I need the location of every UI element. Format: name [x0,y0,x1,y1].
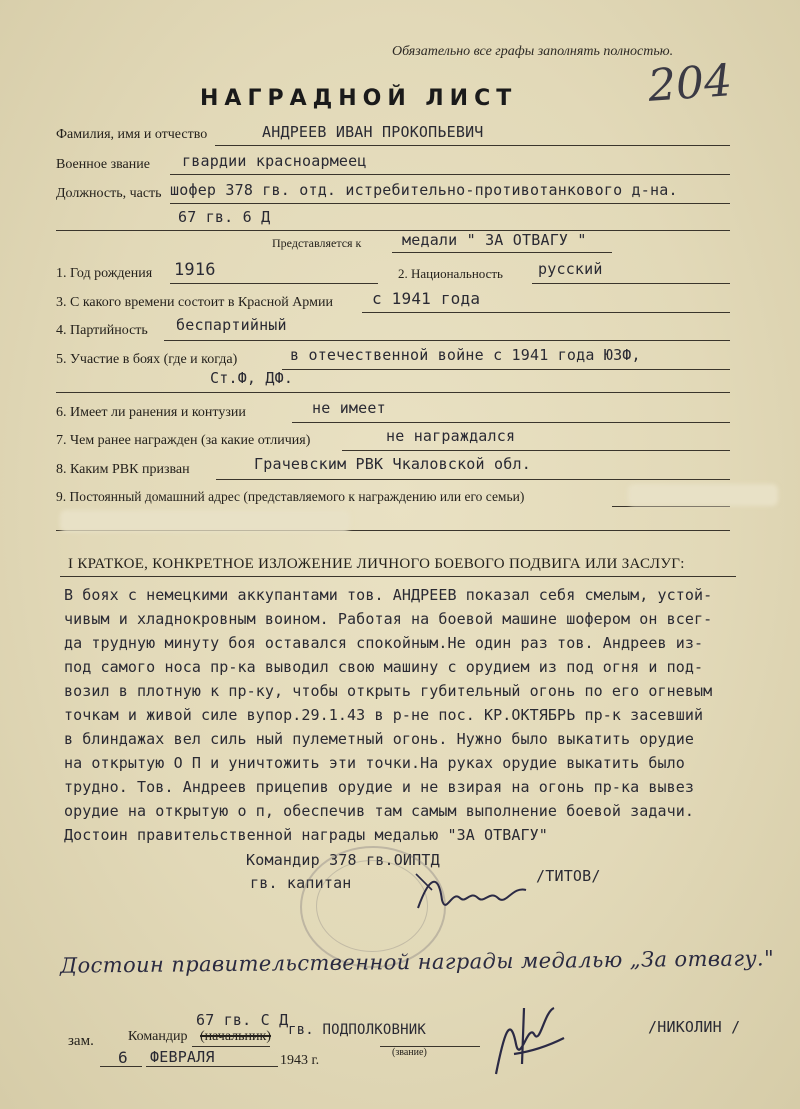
birth-year-label: 1. Год рождения [56,266,153,281]
prior-awards-underline [342,450,730,451]
battles-underline-2 [56,392,730,393]
feat-line: чивым и хладнокровным воином. Работая на боевой машине шофером он всег- [64,610,713,628]
nationality-underline [532,283,730,284]
army-since-value: с 1941 года [372,289,481,308]
date-day-value: 6 [118,1048,128,1067]
wounds-underline [292,422,730,423]
feat-heading-rule [60,576,736,577]
feat-line: возил в плотную к пр-ку, чтобы открыть губительный огонь по его огневым [64,682,713,700]
commander-name: /ТИТОВ/ [536,867,601,885]
rvk-value: Грачевским РВК Чкаловской обл. [254,455,531,473]
bottom-unit-value: 67 гв. С Д [196,1011,289,1029]
commander-rank: гв. капитан [250,874,352,892]
nationality-label: 2. Национальность [398,266,503,281]
wounds-value: не имеет [312,399,386,417]
wounds-label: 6. Имеет ли ранения и контузии [56,405,246,420]
address-underline-1 [612,506,730,507]
position-value-line-1: шофер 378 гв. отд. истребительно-противотанкового д-на. [170,181,678,199]
prior-awards-label: 7. Чем ранее награжден (за какие отличия) [56,433,311,448]
army-since-label: 3. С какого времени состоит в Красной Армии [56,295,333,310]
feat-line: трудно. Тов. Андреев прицепив орудие и не взирая на огонь пр-ка вывез [64,778,695,796]
rank-value: гвардии красноармеец [182,152,367,170]
feat-line: в блиндажах вел силь ный пулеметный огонь. Нужно было выкатить орудие [64,730,695,748]
rvk-label: 8. Каким РВК призван [56,462,190,477]
bottom-rank-value: гв. ПОДПОЛКОВНИК [288,1022,427,1038]
position-underline-2 [56,230,730,231]
feat-line: орудие на открытую о п, обеспечив там самым выполнение боевой задачи. [64,802,695,820]
feat-line: под самого носа пр-ка выводил свою машину с орудием из под огня и под- [64,658,704,676]
party-value: беспартийный [176,316,287,334]
zam-label: зам. [68,1033,94,1049]
rank-caption: (звание) [392,1047,427,1058]
feat-heading: I КРАТКОЕ, КОНКРЕТНОЕ ИЗЛОЖЕНИЕ ЛИЧНОГО БОЕВОГО ПОДВИГА ИЛИ ЗАСЛУГ: [68,556,685,572]
bottom-name-value: /НИКОЛИН / [648,1018,741,1036]
rvk-underline [216,479,730,480]
document-title: НАГРАДНОЙ ЛИСТ [200,86,518,111]
position-label: Должность, часть [56,186,162,201]
position-value-line-2: 67 гв. 6 Д [178,208,271,226]
position-underline-1 [170,203,730,204]
prior-awards-value: не награждался [386,427,516,445]
award-underline [392,252,612,253]
address-label: 9. Постоянный домашний адрес (представляемого к награждению или его семьи) [56,489,525,504]
address-redaction-2 [60,510,350,532]
bottom-commander-label: Командир [128,1029,188,1044]
army-since-underline [362,312,730,313]
party-underline [164,340,730,341]
feat-line: Достоин правительственной награды медалью "ЗА ОТВАГУ" [64,826,548,844]
name-label: Фамилия, имя и отчество [56,127,208,142]
date-day-underline [100,1066,142,1067]
titov-signature [408,860,548,920]
bottom-unit-underline [192,1046,270,1047]
handwritten-sheet-number: 204 [646,55,734,112]
address-redaction-1 [628,484,778,506]
commander-line: Командир 378 гв.ОИПТД [246,851,440,869]
birth-year-value: 1916 [174,260,216,280]
name-value: АНДРЕЕВ ИВАН ПРОКОПЬЕВИЧ [262,123,484,141]
feat-line: В боях с немецкими аккупантами тов. АНДРЕЕВ показал себя смелым, устой- [64,586,713,604]
award-value: медали " ЗА ОТВАГУ " [402,231,587,249]
nationality-value: русский [538,260,603,278]
handwritten-resolution: Достоин правительственной награды медалью „За отвагу." [59,946,775,978]
rank-label: Военное звание [56,157,150,172]
feat-line: точкам и живой силе вупор.29.1.43 в р-не пос. КР.ОКТЯБРЬ пр-к засевший [64,706,704,724]
battles-value-line-1: в отечественной войне с 1941 года ЮЗФ, [290,346,641,364]
name-underline [215,145,730,146]
party-label: 4. Партийность [56,323,148,338]
feat-line: на открытую О П и уничтожить эти точки.На руках орудие выкатить было [64,754,685,772]
award-label: Представляется к [272,236,362,250]
date-month-value: ФЕВРАЛЯ [150,1048,215,1066]
feat-line: да трудную минуту боя оставался спокойным.Не один раз тов. Андреев из- [64,634,704,652]
birth-year-underline [170,283,378,284]
date-year: 1943 г. [280,1053,320,1068]
rank-underline [170,174,730,175]
struck-chief-label: (начальник) [200,1029,272,1044]
fill-all-fields-notice: Обязательно все графы заполнять полностью. [392,44,674,59]
nikolin-signature [484,994,576,1084]
battles-value-line-2: Ст.Ф, ДФ. [210,369,294,387]
battles-underline-1 [282,369,730,370]
date-month-underline [146,1066,278,1067]
battles-label: 5. Участие в боях (где и когда) [56,352,238,367]
